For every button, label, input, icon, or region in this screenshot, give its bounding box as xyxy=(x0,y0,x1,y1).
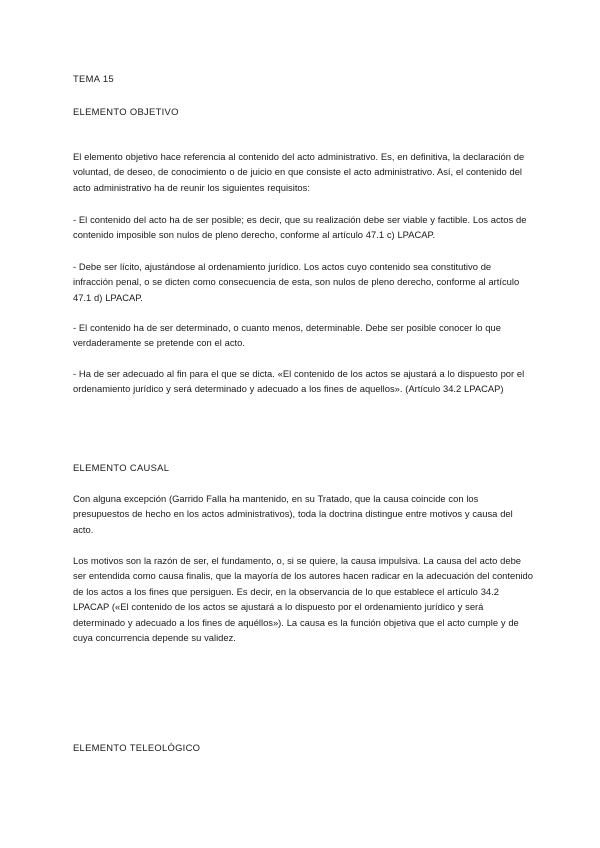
paragraph: - El contenido del acto ha de ser posible; es decir, que su realización debe ser viable y factible. Los actos de contenido imposible son nulos de pleno derecho, conforme al artículo 47.1 c) LPACAP. xyxy=(73,214,527,241)
paragraph: Los motivos son la razón de ser, el fundamento, o, si se quiere, la causa impulsiva. La causa del acto debe ser entendida como causa finalis, que la mayoría de los autores hacen radicar en la adecuación del contenido de los actos a los fines que persiguen. Es decir, en la observancia de lo que establece el artículo 34.2 LPACAP («El contenido de los actos se ajustará a lo dispuesto por el ordenamiento jurídico y será determinado y adecuado a los fines de aquéllos»). La causa es la función objetiva que el acto cumple y de cuya concurrencia depende su validez. xyxy=(73,555,533,644)
section-heading-elemento-objetivo: ELEMENTO OBJETIVO xyxy=(73,106,179,117)
paragraph: - El contenido ha de ser determinado, o cuanto menos, determinable. Debe ser posible conocer lo que verdaderamente se pretende con el acto. xyxy=(73,322,501,349)
paragraph: - Debe ser lícito, ajustándose al ordenamiento jurídico. Los actos cuyo contenido sea constitutivo de infracción penal, o se dicten como consecuencia de esta, son nulos de pleno derecho, conforme al artículo 47.1 d) LPACAP. xyxy=(73,261,520,303)
paragraph: El elemento objetivo hace referencia al contenido del acto administrativo. Es, en definitiva, la declaración de voluntad, de deseo, de conocimiento o de juicio en que consiste el acto administrativo. Así, el contenido del acto administrativo ha de reunir los siguientes requisitos: xyxy=(73,151,525,193)
section-heading-elemento-teleologico: ELEMENTO TELEOLÓGICO xyxy=(73,742,201,753)
section-heading-elemento-causal: ELEMENTO CAUSAL xyxy=(73,462,170,473)
paragraph: Con alguna excepción (Garrido Falla ha mantenido, en su Tratado, que la causa coincide con los presupuestos de hecho en los actos administrativos), toda la doctrina distingue entre motivos y causa del acto. xyxy=(73,493,513,535)
paragraph: - Ha de ser adecuado al fin para el que se dicta. «El contenido de los actos se ajustará a lo dispuesto por el ordenamiento jurídico y será determinado y adecuado a los fines de aquellos». (Artículo 34.2 LPACAP) xyxy=(73,368,525,395)
topic-title: TEMA 15 xyxy=(73,73,114,84)
